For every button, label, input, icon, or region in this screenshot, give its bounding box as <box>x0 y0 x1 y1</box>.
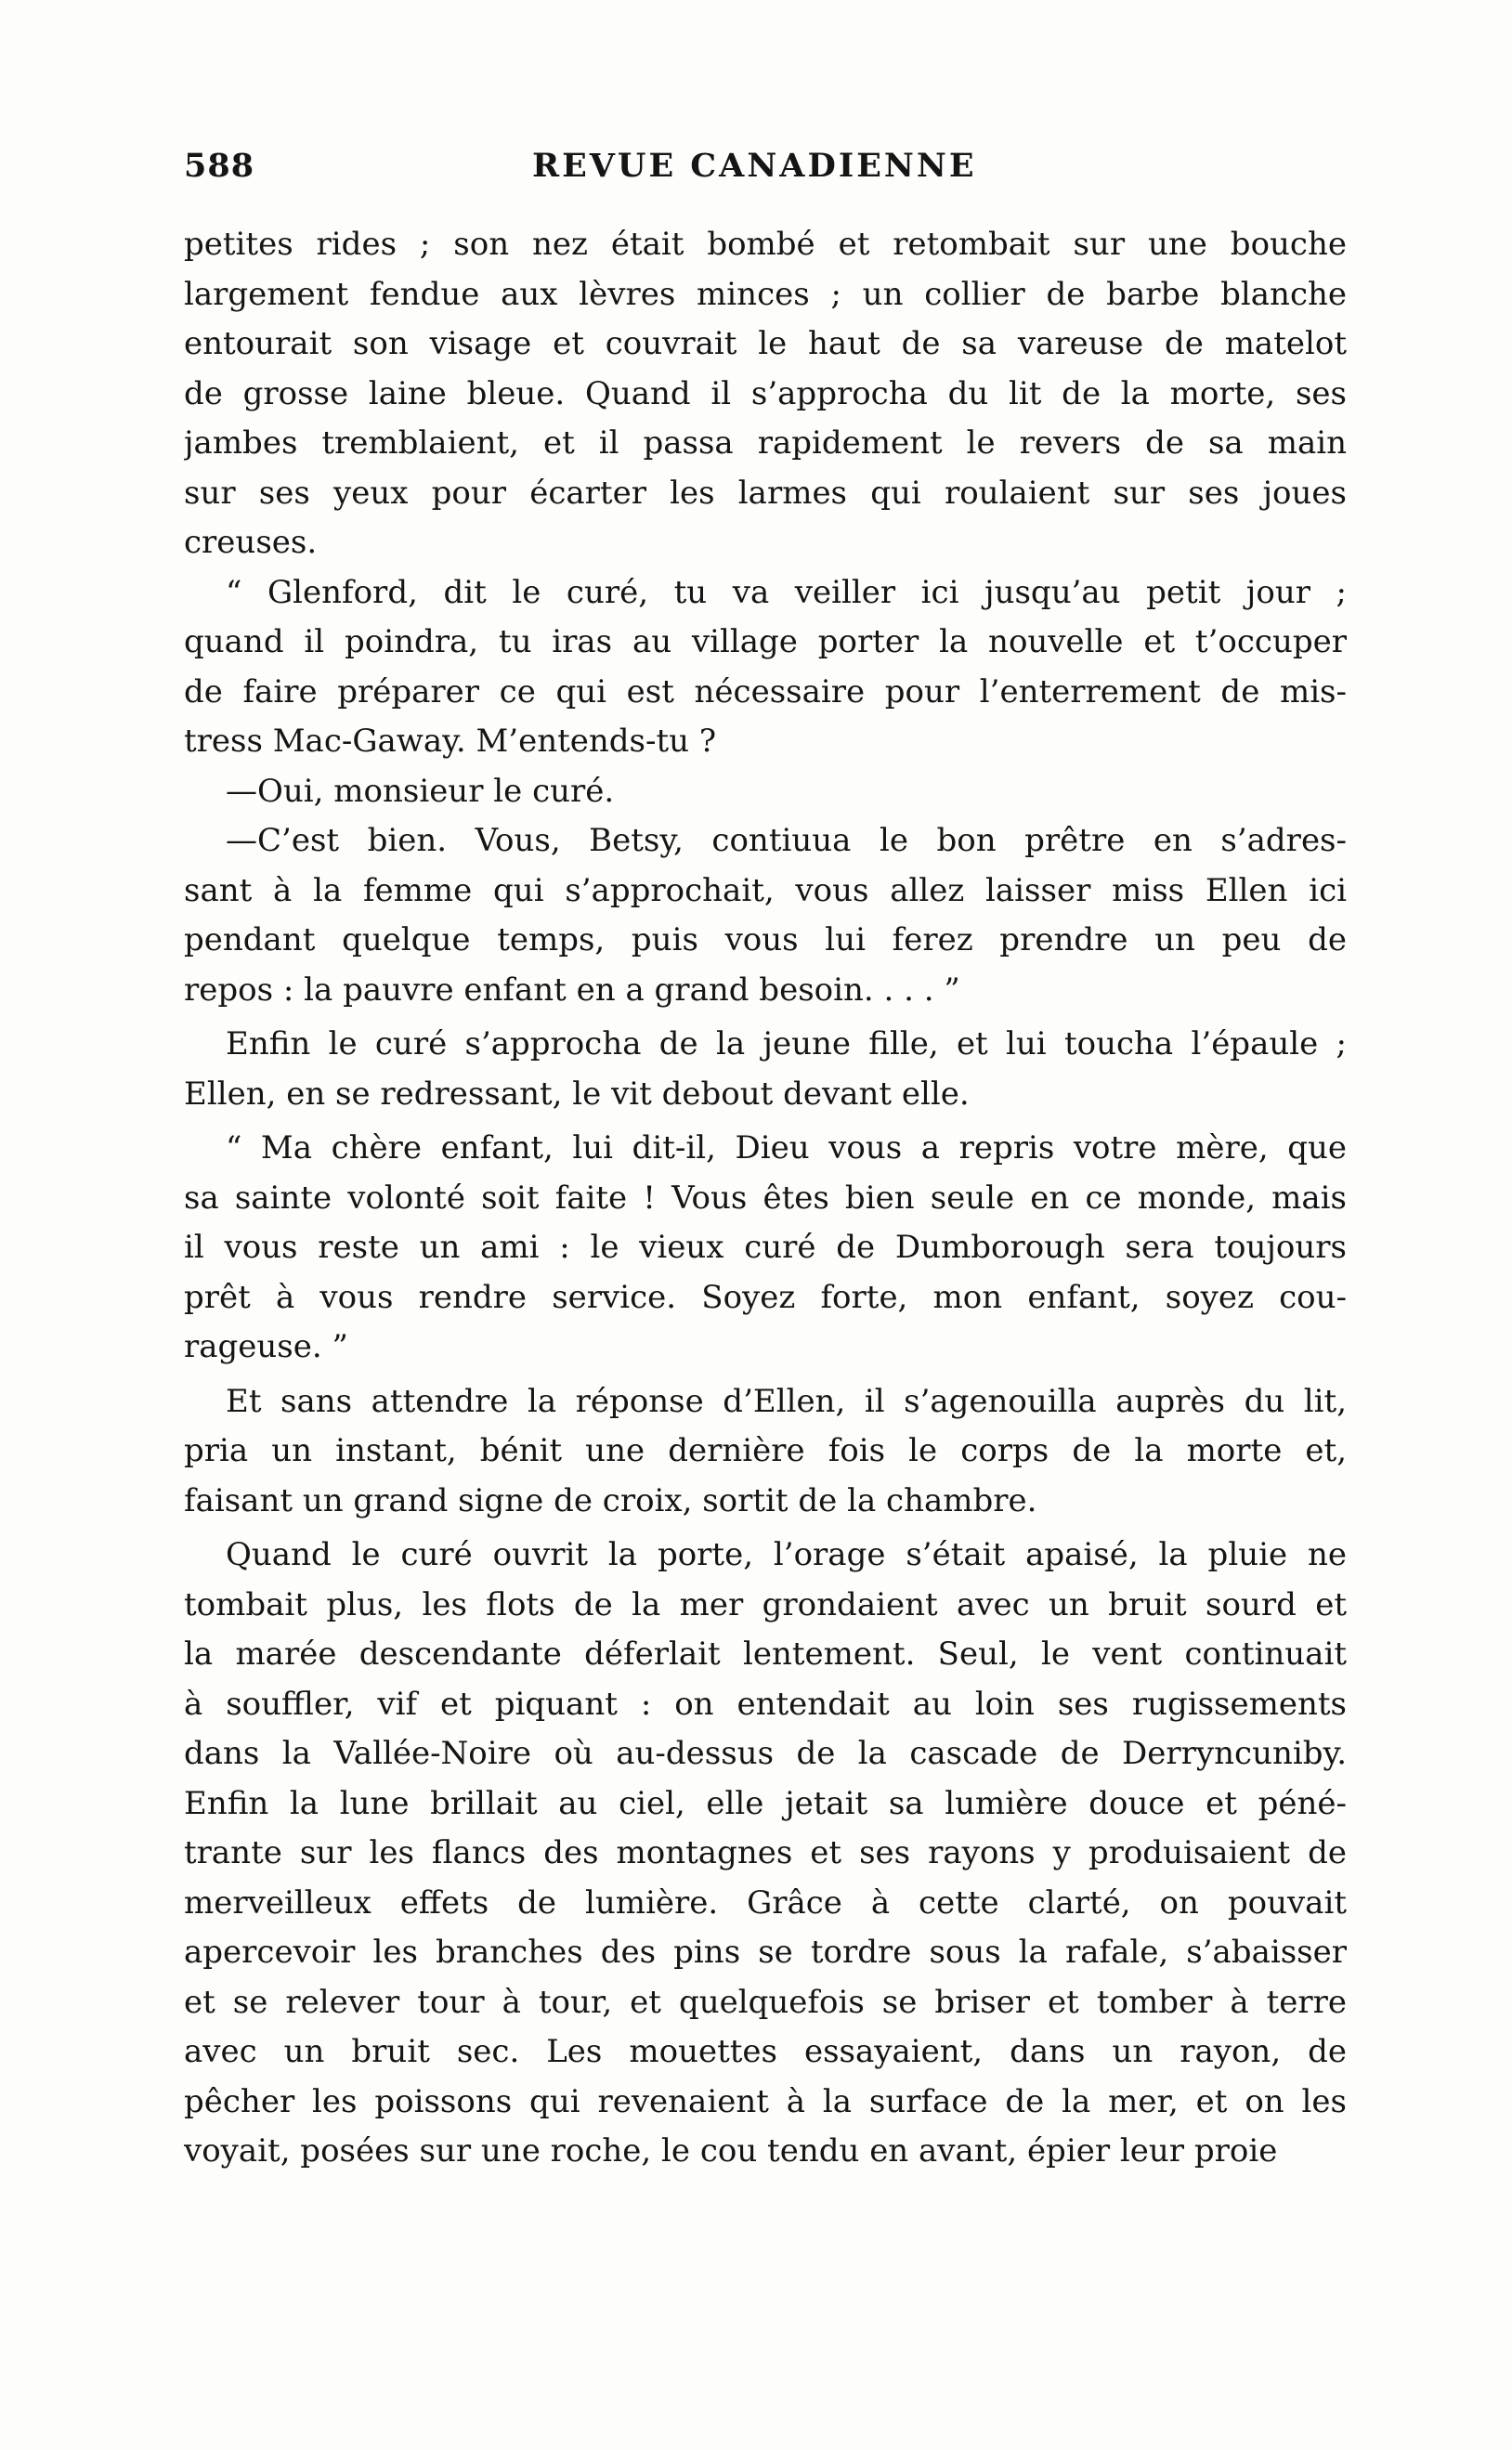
paragraph <box>184 816 1347 1015</box>
text-line: sur ses yeux pour écarter les larmes qui roulaient sur ses joues <box>184 474 1347 512</box>
text-line: voyait, posées sur une roche, le cou tendu en avant, épier leur proie <box>184 2132 1278 2170</box>
text-line: “ Glenford, dit le curé, tu va veiller ici jusqu’au petit jour ; <box>226 573 1347 611</box>
text-line: pendant quelque temps, puis vous lui ferez prendre un peu de <box>184 921 1347 958</box>
text-line: avec un bruit sec. Les mouettes essayaient, dans un rayon, de <box>184 2033 1347 2070</box>
page-header <box>184 147 1345 188</box>
text-line: —Oui, monsieur le curé. <box>226 772 615 810</box>
text-line: tombait plus, les flots de la mer grondaient avec un bruit sourd et <box>184 1585 1347 1623</box>
text-line: et se relever tour à tour, et quelquefois se briser et tomber à terre <box>184 1983 1347 2021</box>
text-line: à souffler, vif et piquant : on entendait au loin ses rugissements <box>184 1685 1347 1723</box>
text-line: trante sur les flancs des montagnes et ses rayons y produisaient de <box>184 1834 1347 1871</box>
text-line: Enfin la lune brillait au ciel, elle jetait sa lumière douce et péné- <box>184 1784 1347 1822</box>
text-line: dans la Vallée-Noire où au-dessus de la cascade de Derryncuniby. <box>184 1735 1347 1772</box>
paragraph <box>184 1124 1347 1373</box>
paragraph <box>184 767 1347 817</box>
text-line: —C’est bien. Vous, Betsy, contiuua le bon prêtre en s’adres- <box>226 822 1347 859</box>
text-line: merveilleux effets de lumière. Grâce à cette clarté, on pouvait <box>184 1883 1347 1922</box>
running-title: REVUE CANADIENNE <box>532 147 977 185</box>
text-line: repos : la pauvre enfant en a grand besoin. . . . ” <box>184 971 960 1009</box>
text-line: faisant un grand signe de croix, sortit de la chambre. <box>184 1481 1037 1519</box>
text-line: pêcher les poissons qui revenaient à la surface de la mer, et on les <box>184 2082 1347 2120</box>
text-line: apercevoir les branches des pins se tordre sous la rafale, s’abaisser <box>184 1934 1347 1971</box>
text-line: tress Mac-Gaway. M’entends-tu ? <box>184 723 717 760</box>
body-text <box>184 220 1347 2177</box>
paragraph <box>184 568 1347 767</box>
text-line: jambes tremblaient, et il passa rapidement le revers de sa main <box>184 424 1347 462</box>
text-line: Ellen, en se redressant, le vit debout devant elle. <box>184 1075 970 1113</box>
text-line: sant à la femme qui s’approchait, vous allez laisser miss Ellen ici <box>184 871 1347 909</box>
text-line: de grosse laine bleue. Quand il s’approcha du lit de la morte, ses <box>184 374 1347 412</box>
text-line: creuses. <box>184 524 318 561</box>
text-line: il vous reste un ami : le vieux curé de Dumborough sera toujours <box>184 1229 1347 1266</box>
text-line: Et sans attendre la réponse d’Ellen, il s’agenouilla auprès du lit, <box>226 1382 1347 1420</box>
text-line: “ Ma chère enfant, lui dit-il, Dieu vous a repris votre mère, que <box>226 1129 1347 1166</box>
text-line: Quand le curé ouvrit la porte, l’orage s’était apaisé, la pluie ne <box>226 1536 1347 1573</box>
paragraph <box>184 220 1347 568</box>
paragraph <box>184 1020 1347 1119</box>
text-line: sa sainte volonté soit faite ! Vous êtes bien seule en ce monde, mais <box>184 1179 1347 1217</box>
text-line: Enfin le curé s’approcha de la jeune fille, et lui toucha l’épaule ; <box>226 1025 1347 1062</box>
text-line: prêt à vous rendre service. Soyez forte, mon enfant, soyez cou- <box>184 1278 1347 1316</box>
text-line: de faire préparer ce qui est nécessaire pour l’enterrement de mis- <box>184 672 1347 710</box>
text-line: rageuse. ” <box>184 1328 348 1365</box>
paragraph <box>184 1377 1347 1527</box>
text-line: largement fendue aux lèvres minces ; un collier de barbe blanche <box>184 275 1347 313</box>
text-line: petites rides ; son nez était bombé et retombait sur une bouche <box>184 226 1347 263</box>
text-line: entourait son visage et couvrait le haut de sa vareuse de matelot <box>184 325 1347 362</box>
text-line: pria un instant, bénit une dernière fois le corps de la morte et, <box>184 1432 1347 1469</box>
paragraph <box>184 1531 1347 2177</box>
page-number: 588 <box>184 147 255 185</box>
text-line: la marée descendante déferlait lentement. Seul, le vent continuait <box>184 1636 1347 1673</box>
text-line: quand il poindra, tu iras au village porter la nouvelle et t’occuper <box>184 623 1347 660</box>
